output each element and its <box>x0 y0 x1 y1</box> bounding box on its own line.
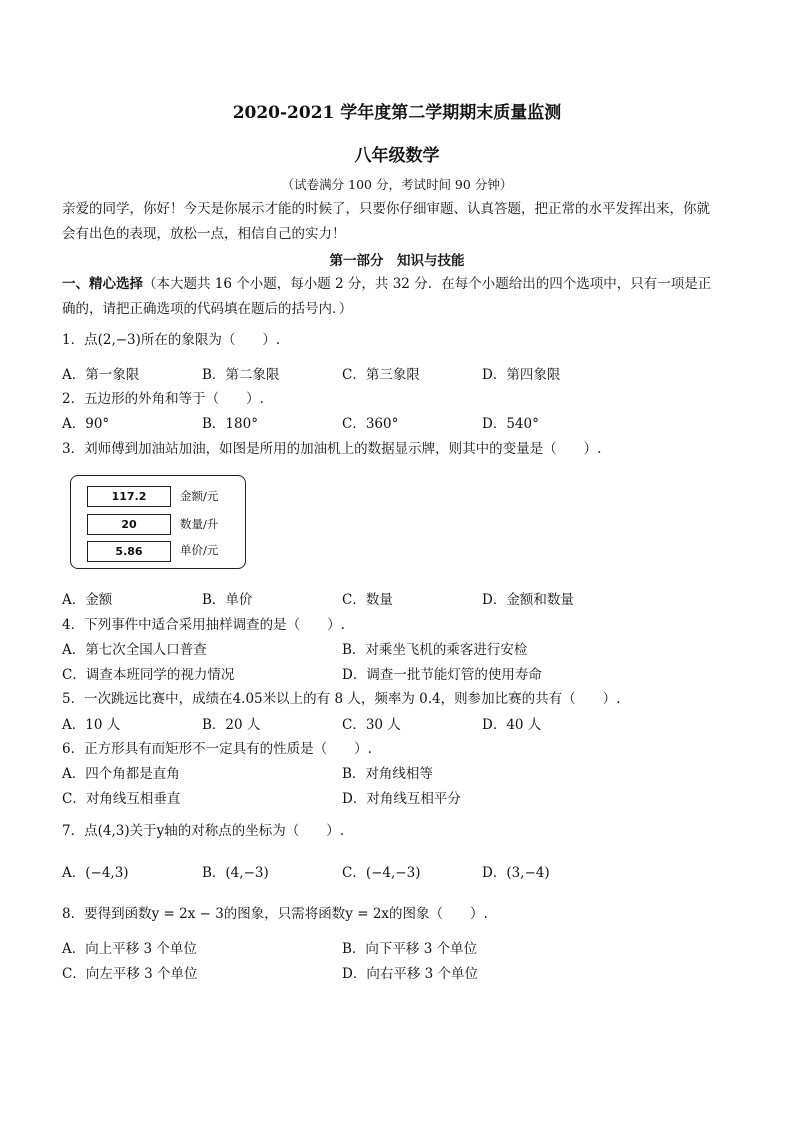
question-5-stem: 5．一次跳远比赛中，成绩在4.05米以上的有 8 人，频率为 0.4，则参加比赛的共有（ ）. <box>62 691 621 707</box>
question-8-stem: 8．要得到函数y = 2x − 3的图象，只需将函数y = 2x的图象（ ）. <box>62 906 488 922</box>
question-3-stem: 3．刘师傅到加油站加油，如图是所用的加油机上的数据显示牌，则其中的变量是（ ）. <box>62 441 602 457</box>
q1-option-a: A．第一象限 <box>62 367 140 383</box>
pump-price-label: 单价/元 <box>180 543 219 557</box>
question-6-stem: 6．正方形具有而矩形不一定具有的性质是（ ）. <box>62 741 372 757</box>
pump-quantity-value: 20 <box>87 514 171 535</box>
q2-option-b: B．180° <box>202 416 258 432</box>
q3-option-c: C．数量 <box>342 592 393 608</box>
exam-title: 2020-2021 学年度第二学期期末质量监测 <box>232 103 562 123</box>
q6-option-c: C．对角线互相垂直 <box>62 791 181 807</box>
q8-option-b: B．向下平移 3 个单位 <box>342 941 478 957</box>
exam-subtitle: 八年级数学 <box>354 146 440 166</box>
intro-line-2: 会有出色的表现，放松一点，相信自己的实力！ <box>62 226 346 242</box>
q8-option-c: C．向左平移 3 个单位 <box>62 966 198 982</box>
q6-option-b: B．对角线相等 <box>342 766 433 782</box>
q3-option-b: B．单价 <box>202 592 253 608</box>
question-7-stem: 7．点(4,3)关于y轴的对称点的坐标为（ ）. <box>62 823 345 839</box>
q6-option-d: D．对角线互相平分 <box>342 791 461 807</box>
fuel-pump-display <box>70 475 246 569</box>
question-4-stem: 4．下列事件中适合采用抽样调查的是（ ）. <box>62 617 345 633</box>
q1-option-b: B．第二象限 <box>202 367 280 383</box>
q1-option-d: D．第四象限 <box>482 367 561 383</box>
question-2-stem: 2．五边形的外角和等于（ ）. <box>62 391 264 407</box>
q4-option-c: C．调查本班同学的视力情况 <box>62 667 235 683</box>
q2-option-c: C．360° <box>342 416 399 432</box>
part-title: 第一部分 知识与技能 <box>329 253 465 269</box>
q5-option-a: A．10 人 <box>62 717 121 733</box>
pump-amount-value: 117.2 <box>87 486 171 507</box>
q4-option-b: B．对乘坐飞机的乘客进行安检 <box>342 642 528 658</box>
q1-option-c: C．第三象限 <box>342 367 420 383</box>
q7-option-d: D．(3,−4) <box>482 865 550 881</box>
pump-quantity-label: 数量/升 <box>180 517 219 531</box>
pump-price-value: 5.86 <box>87 541 171 562</box>
q7-option-a: A．(−4,3) <box>62 865 129 881</box>
q3-option-d: D．金额和数量 <box>482 592 574 608</box>
q4-option-d: D．调查一批节能灯管的使用寿命 <box>342 667 542 683</box>
q2-option-d: D．540° <box>482 416 539 432</box>
section-heading-line <box>62 275 711 293</box>
q7-option-b: B．(4,−3) <box>202 865 269 881</box>
q4-option-a: A．第七次全国人口普查 <box>62 642 207 658</box>
question-1-stem: 1．点(2,−3)所在的象限为（ ）. <box>62 332 281 348</box>
q8-option-d: D．向右平移 3 个单位 <box>342 966 478 982</box>
q3-option-a: A．金额 <box>62 592 113 608</box>
q6-option-a: A．四个角都是直角 <box>62 766 180 782</box>
section-desc-2: 确的，请把正确选项的代码填在题后的括号内．） <box>62 301 353 317</box>
q8-option-a: A．向上平移 3 个单位 <box>62 941 197 957</box>
q7-option-c: C．(−4,−3) <box>342 865 421 881</box>
exam-note: （试卷满分 100 分，考试时间 90 分钟） <box>281 177 513 192</box>
section-desc-1: （本大题共 16 个小题，每小题 2 分，共 32 分．在每个小题给出的四个选项中，只有一项是正 <box>143 276 712 292</box>
pump-amount-label: 金额/元 <box>180 489 219 503</box>
q5-option-b: B．20 人 <box>202 717 261 733</box>
q5-option-d: D．40 人 <box>482 717 542 733</box>
intro-line-1: 亲爱的同学，你好！今天是你展示才能的时候了，只要你仔细审题、认真答题，把正常的水平发挥出来，你就 <box>62 201 710 217</box>
q5-option-c: C．30 人 <box>342 717 401 733</box>
q2-option-a: A．90° <box>62 416 110 432</box>
section-heading: 一、精心选择 <box>62 276 143 292</box>
